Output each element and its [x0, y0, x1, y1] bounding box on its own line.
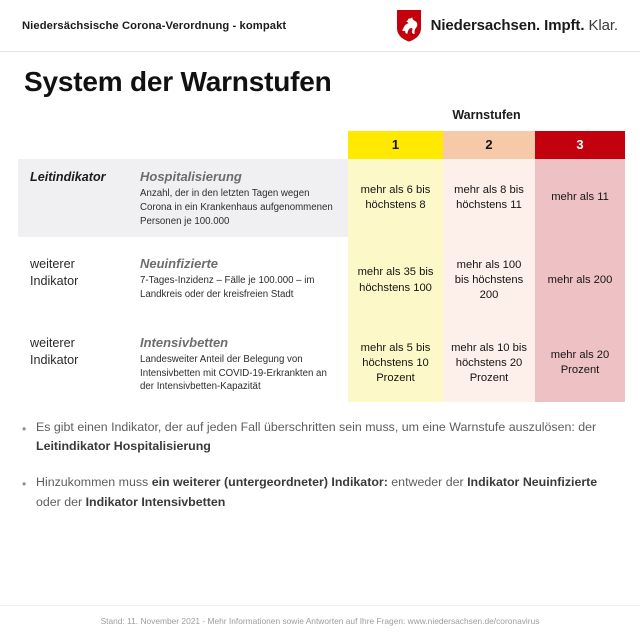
header-spacer-desc [128, 131, 348, 159]
bullet-dot-icon: • [22, 477, 27, 492]
row-indicator-cell [128, 246, 348, 316]
row-kind-cell [18, 325, 128, 403]
row-indicator-description: Landesweiter Anteil der Belegung von Intensivbetten mit COVID-19-Erkrankten an der Intensivbetten-Kapazität [140, 353, 327, 393]
level-header-2: 2 [443, 131, 535, 159]
row-kind-line-1: Leitindikator [30, 170, 106, 184]
lower-saxony-horse-crest-icon [396, 9, 422, 42]
row-value-level-2: mehr als 100 bis höchstens 200 [443, 246, 535, 316]
table-group-header: Warnstufen [452, 108, 521, 122]
brand-part-3: Klar. [588, 17, 618, 34]
table-row [18, 325, 625, 403]
level-header-1: 1 [348, 131, 443, 159]
row-kind-line-2: Indikator [30, 353, 79, 368]
brand-part-2: Impft. [544, 17, 585, 34]
row-gap [18, 316, 625, 325]
footer-divider [0, 605, 640, 606]
header-spacer-label [18, 131, 128, 159]
brand-part-1: Niedersachsen. [430, 17, 541, 34]
row-kind-line-2: Indikator [30, 274, 79, 289]
table-row [18, 246, 625, 316]
brand-lockup [396, 9, 618, 42]
row-value-level-3: mehr als 11 [535, 159, 625, 237]
explanation-bullets [22, 418, 622, 529]
row-gap [18, 237, 625, 246]
bullet-dot-icon: • [22, 422, 27, 436]
level-header-3: 3 [535, 131, 625, 159]
row-value-level-3: mehr als 20 Prozent [535, 325, 625, 403]
page-title: System der Warnstufen [24, 66, 332, 97]
bullet-text: Es gibt einen Indikator, der auf jeden Fall überschritten sein muss, um eine Warnstufe auszulösen: der Leitindikator Hospitalisierung [36, 420, 597, 454]
row-kind-cell [18, 246, 128, 316]
row-indicator-cell [128, 325, 348, 403]
list-item [22, 473, 622, 511]
row-indicator-description: 7-Tages-Inzidenz – Fälle je 100.000 – im Landkreis oder der kreisfreien Stadt [140, 274, 315, 300]
row-value-level-2: mehr als 10 bis höchstens 20 Prozent [443, 325, 535, 403]
brand-text [431, 17, 618, 34]
bullet-text: Hinzukommen muss ein weiterer (untergeordneter) Indikator: entweder der Indikator Neuinfizierte oder der Indikator Intensivbetten [36, 475, 598, 509]
list-item [22, 418, 622, 456]
warning-levels-table [18, 131, 625, 402]
header-title: Niedersächsische Corona-Verordnung - kompakt [22, 19, 287, 32]
row-indicator-name: Neuinfizierte [140, 255, 219, 271]
table-header-row [18, 131, 625, 159]
table-row [18, 159, 625, 237]
row-value-level-1: mehr als 5 bis höchstens 10 Prozent [348, 325, 443, 403]
row-value-level-3: mehr als 200 [535, 246, 625, 316]
row-indicator-name: Hospitalisierung [140, 169, 242, 184]
row-kind-line-1: weiterer [30, 256, 75, 271]
header-bar [0, 0, 640, 52]
row-indicator-name: Intensivbetten [140, 334, 229, 350]
row-indicator-cell [128, 159, 348, 237]
footer-note: Stand: 11. November 2021 - Mehr Informationen sowie Antworten auf Ihre Fragen: www.niedersachsen.de/coronavirus [100, 616, 540, 626]
row-value-level-1: mehr als 6 bis höchstens 8 [348, 159, 443, 237]
row-indicator-description: Anzahl, der in den letzten Tagen wegen Corona in ein Krankenhaus aufgenommenen Personen je 100.000 [140, 188, 333, 227]
row-value-level-2: mehr als 8 bis höchstens 11 [443, 159, 535, 237]
row-kind-cell [18, 159, 128, 237]
row-value-level-1: mehr als 35 bis höchstens 100 [348, 246, 443, 316]
row-kind-line-1: weiterer [30, 335, 75, 350]
